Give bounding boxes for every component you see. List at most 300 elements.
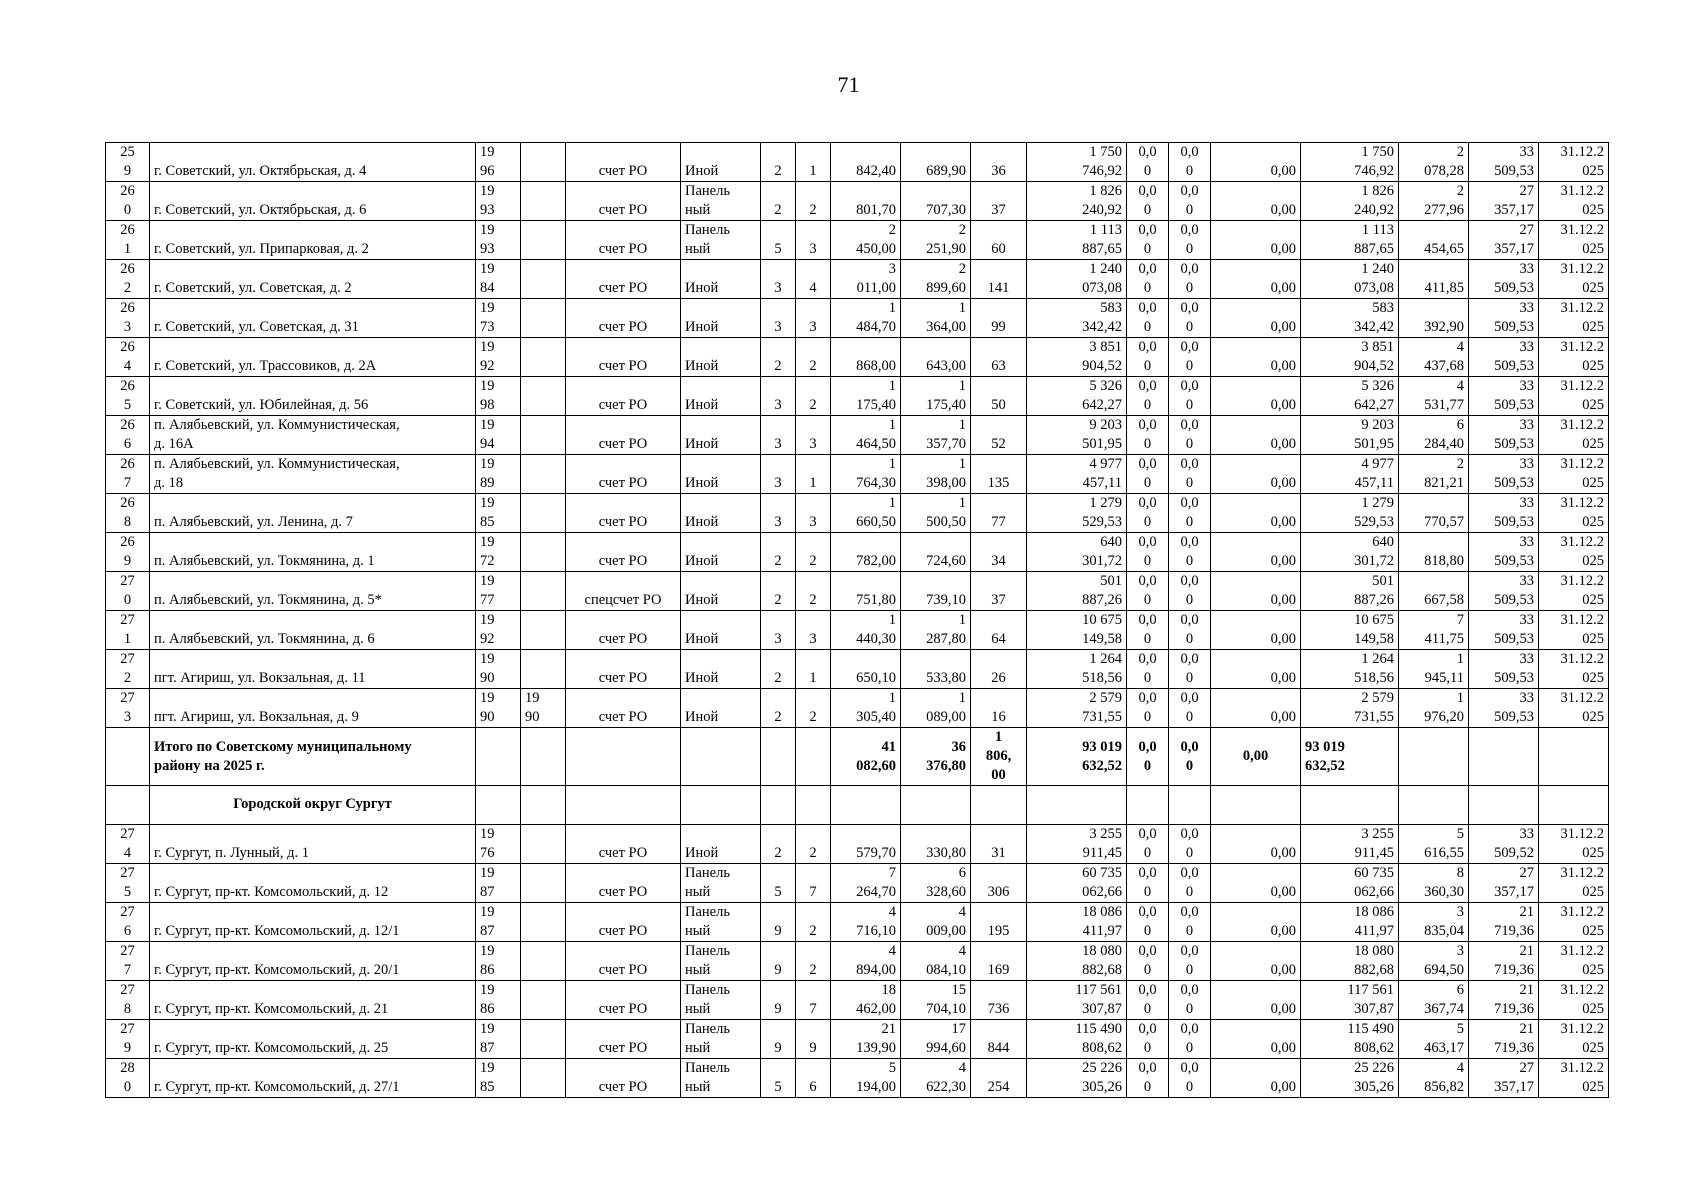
total-p2: 0,0 0 bbox=[1169, 728, 1211, 786]
unit-cost-cell: 3 694,50 bbox=[1399, 941, 1469, 980]
unit-cost-limit-cell: 27 357,17 bbox=[1469, 221, 1539, 260]
wall-material-cell: Панель ный bbox=[681, 182, 761, 221]
table-row bbox=[106, 260, 1609, 299]
floors-cell: 2 bbox=[761, 338, 796, 377]
repair-cost-total-cell: 583 342,42 bbox=[1027, 299, 1127, 338]
repair-cost-total-cell: 1 113 887,65 bbox=[1027, 221, 1127, 260]
residents-cell: 135 bbox=[971, 455, 1027, 494]
total-area-cell: 2 450,00 bbox=[831, 221, 901, 260]
owners-funds-cell: 25 226 305,26 bbox=[1301, 1058, 1399, 1097]
unit-cost-limit-cell: 27 357,17 bbox=[1469, 182, 1539, 221]
total-p3: 0,00 bbox=[1211, 728, 1301, 786]
local-budget-cell: 0,0 0 bbox=[1169, 611, 1211, 650]
table-row bbox=[106, 494, 1609, 533]
wall-material-cell: Панель ный bbox=[681, 902, 761, 941]
unit-cost-cell: 4 856,82 bbox=[1399, 1058, 1469, 1097]
completion-date-cell: 31.12.2 025 bbox=[1539, 980, 1609, 1019]
build-year-cell: 19 77 bbox=[476, 572, 521, 611]
total-area-1: 41 082,60 bbox=[831, 728, 901, 786]
repair-cost-total-cell: 3 255 911,45 bbox=[1027, 824, 1127, 863]
fund-method-cell: счет РО bbox=[566, 494, 681, 533]
other-funds-cell: 0,00 bbox=[1211, 689, 1301, 728]
unit-cost-limit-cell: 33 509,53 bbox=[1469, 689, 1539, 728]
regional-budget-cell: 0,0 0 bbox=[1127, 1019, 1169, 1058]
local-budget-cell: 0,0 0 bbox=[1169, 260, 1211, 299]
unit-cost-cell: 667,58 bbox=[1399, 572, 1469, 611]
regional-budget-cell: 0,0 0 bbox=[1127, 260, 1169, 299]
living-area-cell: 4 084,10 bbox=[901, 941, 971, 980]
floors-cell: 2 bbox=[761, 143, 796, 182]
address-cell: г. Советский, ул. Советская, д. 2 bbox=[150, 260, 476, 299]
commission-year-cell bbox=[521, 221, 566, 260]
fund-method-cell: счет РО bbox=[566, 824, 681, 863]
total-area-cell: 782,00 bbox=[831, 533, 901, 572]
entrances-cell: 3 bbox=[796, 299, 831, 338]
residents-cell: 169 bbox=[971, 941, 1027, 980]
unit-cost-limit-cell: 27 357,17 bbox=[1469, 1058, 1539, 1097]
floors-cell: 2 bbox=[761, 572, 796, 611]
regional-budget-cell: 0,0 0 bbox=[1127, 377, 1169, 416]
residents-cell: 77 bbox=[971, 494, 1027, 533]
floors-cell: 3 bbox=[761, 299, 796, 338]
row-number-cell: 26 7 bbox=[106, 455, 150, 494]
build-year-cell: 19 86 bbox=[476, 980, 521, 1019]
residents-cell: 63 bbox=[971, 338, 1027, 377]
regional-budget-cell: 0,0 0 bbox=[1127, 533, 1169, 572]
unit-cost-cell: 6 284,40 bbox=[1399, 416, 1469, 455]
table-row bbox=[106, 980, 1609, 1019]
completion-date-cell: 31.12.2 025 bbox=[1539, 260, 1609, 299]
address-cell: г. Советский, ул. Трассовиков, д. 2А bbox=[150, 338, 476, 377]
residents-cell: 16 bbox=[971, 689, 1027, 728]
row-number-cell: 26 1 bbox=[106, 221, 150, 260]
total-section bbox=[106, 728, 1609, 825]
commission-year-cell bbox=[521, 494, 566, 533]
unit-cost-cell: 4 437,68 bbox=[1399, 338, 1469, 377]
living-area-cell: 1 357,70 bbox=[901, 416, 971, 455]
other-funds-cell: 0,00 bbox=[1211, 1019, 1301, 1058]
fund-method-cell: счет РО bbox=[566, 689, 681, 728]
unit-cost-cell: 2 277,96 bbox=[1399, 182, 1469, 221]
table-row bbox=[106, 863, 1609, 902]
local-budget-cell: 0,0 0 bbox=[1169, 824, 1211, 863]
residents-cell: 844 bbox=[971, 1019, 1027, 1058]
local-budget-cell: 0,0 0 bbox=[1169, 377, 1211, 416]
row-number-cell: 27 2 bbox=[106, 650, 150, 689]
repair-cost-total-cell: 501 887,26 bbox=[1027, 572, 1127, 611]
local-budget-cell: 0,0 0 bbox=[1169, 533, 1211, 572]
floors-cell: 3 bbox=[761, 416, 796, 455]
table-row bbox=[106, 572, 1609, 611]
row-number-cell: 26 6 bbox=[106, 416, 150, 455]
total-area-cell: 18 462,00 bbox=[831, 980, 901, 1019]
build-year-cell: 19 93 bbox=[476, 221, 521, 260]
build-year-cell: 19 90 bbox=[476, 650, 521, 689]
unit-cost-limit-cell: 21 719,36 bbox=[1469, 1019, 1539, 1058]
address-cell: г. Сургут, пр-кт. Комсомольский, д. 12/1 bbox=[150, 902, 476, 941]
regional-budget-cell: 0,0 0 bbox=[1127, 572, 1169, 611]
row-number-cell: 27 0 bbox=[106, 572, 150, 611]
living-area-cell: 1 500,50 bbox=[901, 494, 971, 533]
row-number-cell: 26 9 bbox=[106, 533, 150, 572]
unit-cost-cell: 6 367,74 bbox=[1399, 980, 1469, 1019]
wall-material-cell: Иной bbox=[681, 260, 761, 299]
total-row bbox=[106, 728, 1609, 786]
address-cell: г. Советский, ул. Октябрьская, д. 6 bbox=[150, 182, 476, 221]
regional-budget-cell: 0,0 0 bbox=[1127, 650, 1169, 689]
owners-funds-cell: 10 675 149,58 bbox=[1301, 611, 1399, 650]
unit-cost-limit-cell: 21 719,36 bbox=[1469, 941, 1539, 980]
unit-cost-limit-cell: 33 509,52 bbox=[1469, 824, 1539, 863]
other-funds-cell: 0,00 bbox=[1211, 338, 1301, 377]
wall-material-cell: Панель ный bbox=[681, 221, 761, 260]
commission-year-cell bbox=[521, 650, 566, 689]
regional-budget-cell: 0,0 0 bbox=[1127, 338, 1169, 377]
entrances-cell: 3 bbox=[796, 494, 831, 533]
other-funds-cell: 0,00 bbox=[1211, 650, 1301, 689]
wall-material-cell: Иной bbox=[681, 611, 761, 650]
regional-budget-cell: 0,0 0 bbox=[1127, 299, 1169, 338]
fund-method-cell: счет РО bbox=[566, 182, 681, 221]
owners-funds-cell: 5 326 642,27 bbox=[1301, 377, 1399, 416]
completion-date-cell: 31.12.2 025 bbox=[1539, 455, 1609, 494]
unit-cost-cell: 2 078,28 bbox=[1399, 143, 1469, 182]
wall-material-cell: Иной bbox=[681, 824, 761, 863]
living-area-cell: 1 364,00 bbox=[901, 299, 971, 338]
commission-year-cell bbox=[521, 299, 566, 338]
repair-cost-total-cell: 18 086 411,97 bbox=[1027, 902, 1127, 941]
address-cell: г. Советский, ул. Октябрьская, д. 4 bbox=[150, 143, 476, 182]
residents-cell: 60 bbox=[971, 221, 1027, 260]
unit-cost-limit-cell: 33 509,53 bbox=[1469, 494, 1539, 533]
address-cell: г. Сургут, пр-кт. Комсомольский, д. 27/1 bbox=[150, 1058, 476, 1097]
residents-cell: 52 bbox=[971, 416, 1027, 455]
residents-cell: 736 bbox=[971, 980, 1027, 1019]
other-funds-cell: 0,00 bbox=[1211, 824, 1301, 863]
total-area-cell: 7 264,70 bbox=[831, 863, 901, 902]
fund-method-cell: счет РО bbox=[566, 143, 681, 182]
regional-budget-cell: 0,0 0 bbox=[1127, 221, 1169, 260]
entrances-cell: 2 bbox=[796, 377, 831, 416]
owners-funds-cell: 60 735 062,66 bbox=[1301, 863, 1399, 902]
other-funds-cell: 0,00 bbox=[1211, 494, 1301, 533]
address-cell: г. Сургут, пр-кт. Комсомольский, д. 21 bbox=[150, 980, 476, 1019]
wall-material-cell: Иной bbox=[681, 494, 761, 533]
total-label: Итого по Советскому муниципальному району на 2025 г. bbox=[150, 728, 476, 786]
wall-material-cell: Иной bbox=[681, 533, 761, 572]
other-funds-cell: 0,00 bbox=[1211, 143, 1301, 182]
build-year-cell: 19 96 bbox=[476, 143, 521, 182]
other-funds-cell: 0,00 bbox=[1211, 572, 1301, 611]
repair-cost-total-cell: 1 264 518,56 bbox=[1027, 650, 1127, 689]
regional-budget-cell: 0,0 0 bbox=[1127, 611, 1169, 650]
floors-cell: 9 bbox=[761, 902, 796, 941]
local-budget-cell: 0,0 0 bbox=[1169, 143, 1211, 182]
local-budget-cell: 0,0 0 bbox=[1169, 902, 1211, 941]
living-area-cell: 4 622,30 bbox=[901, 1058, 971, 1097]
unit-cost-cell: 1 976,20 bbox=[1399, 689, 1469, 728]
table-row bbox=[106, 338, 1609, 377]
living-area-cell: 739,10 bbox=[901, 572, 971, 611]
repair-cost-total-cell: 10 675 149,58 bbox=[1027, 611, 1127, 650]
total-cost: 93 019 632,52 bbox=[1027, 728, 1127, 786]
commission-year-cell bbox=[521, 533, 566, 572]
entrances-cell: 9 bbox=[796, 1019, 831, 1058]
table-row bbox=[106, 1058, 1609, 1097]
unit-cost-cell: 8 360,30 bbox=[1399, 863, 1469, 902]
fund-method-cell: счет РО bbox=[566, 260, 681, 299]
build-year-cell: 19 90 bbox=[476, 689, 521, 728]
row-number-cell: 27 7 bbox=[106, 941, 150, 980]
build-year-cell: 19 92 bbox=[476, 611, 521, 650]
regional-budget-cell: 0,0 0 bbox=[1127, 980, 1169, 1019]
regional-budget-cell: 0,0 0 bbox=[1127, 941, 1169, 980]
wall-material-cell: Иной bbox=[681, 689, 761, 728]
living-area-cell: 2 899,60 bbox=[901, 260, 971, 299]
repair-cost-total-cell: 25 226 305,26 bbox=[1027, 1058, 1127, 1097]
floors-cell: 2 bbox=[761, 182, 796, 221]
table-row bbox=[106, 416, 1609, 455]
address-cell: г. Советский, ул. Юбилейная, д. 56 bbox=[150, 377, 476, 416]
owners-funds-cell: 18 080 882,68 bbox=[1301, 941, 1399, 980]
floors-cell: 2 bbox=[761, 824, 796, 863]
entrances-cell: 2 bbox=[796, 572, 831, 611]
address-cell: г. Сургут, пр-кт. Комсомольский, д. 20/1 bbox=[150, 941, 476, 980]
local-budget-cell: 0,0 0 bbox=[1169, 1019, 1211, 1058]
completion-date-cell: 31.12.2 025 bbox=[1539, 377, 1609, 416]
total-area-cell: 801,70 bbox=[831, 182, 901, 221]
total-people: 1 806, 00 bbox=[971, 728, 1027, 786]
build-year-cell: 19 87 bbox=[476, 902, 521, 941]
total-area-cell: 1 660,50 bbox=[831, 494, 901, 533]
floors-cell: 2 bbox=[761, 650, 796, 689]
local-budget-cell: 0,0 0 bbox=[1169, 941, 1211, 980]
owners-funds-cell: 1 279 529,53 bbox=[1301, 494, 1399, 533]
living-area-cell: 707,30 bbox=[901, 182, 971, 221]
wall-material-cell: Панель ный bbox=[681, 941, 761, 980]
table-row bbox=[106, 1019, 1609, 1058]
regional-budget-cell: 0,0 0 bbox=[1127, 824, 1169, 863]
wall-material-cell: Иной bbox=[681, 143, 761, 182]
owners-funds-cell: 501 887,26 bbox=[1301, 572, 1399, 611]
address-cell: п. Алябьевский, ул. Токмянина, д. 1 bbox=[150, 533, 476, 572]
repair-cost-total-cell: 1 240 073,08 bbox=[1027, 260, 1127, 299]
other-funds-cell: 0,00 bbox=[1211, 260, 1301, 299]
commission-year-cell bbox=[521, 941, 566, 980]
total-area-cell: 3 011,00 bbox=[831, 260, 901, 299]
wall-material-cell: Иной bbox=[681, 650, 761, 689]
unit-cost-cell: 770,57 bbox=[1399, 494, 1469, 533]
repair-cost-total-cell: 1 279 529,53 bbox=[1027, 494, 1127, 533]
fund-method-cell: счет РО bbox=[566, 863, 681, 902]
fund-method-cell: счет РО bbox=[566, 1019, 681, 1058]
local-budget-cell: 0,0 0 bbox=[1169, 572, 1211, 611]
entrances-cell: 2 bbox=[796, 902, 831, 941]
row-number-cell: 27 8 bbox=[106, 980, 150, 1019]
owners-funds-cell: 583 342,42 bbox=[1301, 299, 1399, 338]
floors-cell: 3 bbox=[761, 611, 796, 650]
living-area-cell: 643,00 bbox=[901, 338, 971, 377]
other-funds-cell: 0,00 bbox=[1211, 980, 1301, 1019]
other-funds-cell: 0,00 bbox=[1211, 533, 1301, 572]
fund-method-cell: счет РО bbox=[566, 1058, 681, 1097]
commission-year-cell bbox=[521, 611, 566, 650]
address-cell: г. Сургут, пр-кт. Комсомольский, д. 25 bbox=[150, 1019, 476, 1058]
fund-method-cell: счет РО bbox=[566, 533, 681, 572]
residents-cell: 99 bbox=[971, 299, 1027, 338]
owners-funds-cell: 115 490 808,62 bbox=[1301, 1019, 1399, 1058]
row-number-cell: 26 5 bbox=[106, 377, 150, 416]
address-cell: п. Алябьевский, ул. Коммунистическая, д. 16А bbox=[150, 416, 476, 455]
total-area-2: 36 376,80 bbox=[901, 728, 971, 786]
completion-date-cell: 31.12.2 025 bbox=[1539, 572, 1609, 611]
row-number-cell: 27 6 bbox=[106, 902, 150, 941]
unit-cost-cell: 392,90 bbox=[1399, 299, 1469, 338]
owners-funds-cell: 1 750 746,92 bbox=[1301, 143, 1399, 182]
entrances-cell: 2 bbox=[796, 338, 831, 377]
commission-year-cell bbox=[521, 902, 566, 941]
address-cell: п. Алябьевский, ул. Токмянина, д. 5* bbox=[150, 572, 476, 611]
total-area-cell: 1 764,30 bbox=[831, 455, 901, 494]
regional-budget-cell: 0,0 0 bbox=[1127, 863, 1169, 902]
owners-funds-cell: 3 255 911,45 bbox=[1301, 824, 1399, 863]
completion-date-cell: 31.12.2 025 bbox=[1539, 416, 1609, 455]
commission-year-cell bbox=[521, 416, 566, 455]
residents-cell: 26 bbox=[971, 650, 1027, 689]
table-row bbox=[106, 221, 1609, 260]
living-area-cell: 689,90 bbox=[901, 143, 971, 182]
total-area-cell: 751,80 bbox=[831, 572, 901, 611]
unit-cost-limit-cell: 33 509,53 bbox=[1469, 338, 1539, 377]
unit-cost-limit-cell: 21 719,36 bbox=[1469, 902, 1539, 941]
table-row bbox=[106, 689, 1609, 728]
build-year-cell: 19 92 bbox=[476, 338, 521, 377]
repair-cost-total-cell: 1 826 240,92 bbox=[1027, 182, 1127, 221]
entrances-cell: 3 bbox=[796, 416, 831, 455]
residents-cell: 195 bbox=[971, 902, 1027, 941]
unit-cost-cell: 5 616,55 bbox=[1399, 824, 1469, 863]
unit-cost-cell: 3 835,04 bbox=[1399, 902, 1469, 941]
fund-method-cell: счет РО bbox=[566, 650, 681, 689]
repair-cost-total-cell: 18 080 882,68 bbox=[1027, 941, 1127, 980]
other-funds-cell: 0,00 bbox=[1211, 1058, 1301, 1097]
fund-method-cell: счет РО bbox=[566, 455, 681, 494]
local-budget-cell: 0,0 0 bbox=[1169, 299, 1211, 338]
table-row bbox=[106, 824, 1609, 863]
commission-year-cell bbox=[521, 824, 566, 863]
repair-cost-total-cell: 4 977 457,11 bbox=[1027, 455, 1127, 494]
wall-material-cell: Панель ный bbox=[681, 863, 761, 902]
commission-year-cell bbox=[521, 1058, 566, 1097]
repair-cost-total-cell: 117 561 307,87 bbox=[1027, 980, 1127, 1019]
page-number: 71 bbox=[837, 72, 860, 97]
floors-cell: 9 bbox=[761, 980, 796, 1019]
owners-funds-cell: 2 579 731,55 bbox=[1301, 689, 1399, 728]
commission-year-cell bbox=[521, 260, 566, 299]
row-number-cell: 26 0 bbox=[106, 182, 150, 221]
wall-material-cell: Иной bbox=[681, 338, 761, 377]
completion-date-cell: 31.12.2 025 bbox=[1539, 299, 1609, 338]
living-area-cell: 1 398,00 bbox=[901, 455, 971, 494]
completion-date-cell: 31.12.2 025 bbox=[1539, 143, 1609, 182]
unit-cost-limit-cell: 33 509,53 bbox=[1469, 611, 1539, 650]
table-row bbox=[106, 143, 1609, 182]
unit-cost-limit-cell: 33 509,53 bbox=[1469, 260, 1539, 299]
build-year-cell: 19 73 bbox=[476, 299, 521, 338]
address-cell: п. Алябьевский, ул. Ленина, д. 7 bbox=[150, 494, 476, 533]
entrances-cell: 7 bbox=[796, 863, 831, 902]
commission-year-cell bbox=[521, 980, 566, 1019]
wall-material-cell: Панель ный bbox=[681, 1019, 761, 1058]
wall-material-cell: Панель ный bbox=[681, 980, 761, 1019]
fund-method-cell: счет РО bbox=[566, 980, 681, 1019]
total-area-cell: 5 194,00 bbox=[831, 1058, 901, 1097]
unit-cost-cell: 2 821,21 bbox=[1399, 455, 1469, 494]
unit-cost-cell: 818,80 bbox=[1399, 533, 1469, 572]
row-number-cell: 27 9 bbox=[106, 1019, 150, 1058]
completion-date-cell: 31.12.2 025 bbox=[1539, 221, 1609, 260]
floors-cell: 3 bbox=[761, 377, 796, 416]
local-budget-cell: 0,0 0 bbox=[1169, 221, 1211, 260]
section-header-row bbox=[106, 786, 1609, 825]
owners-funds-cell: 3 851 904,52 bbox=[1301, 338, 1399, 377]
living-area-cell: 15 704,10 bbox=[901, 980, 971, 1019]
living-area-cell: 2 251,90 bbox=[901, 221, 971, 260]
floors-cell: 3 bbox=[761, 455, 796, 494]
row-number-cell: 27 4 bbox=[106, 824, 150, 863]
total-area-cell: 842,40 bbox=[831, 143, 901, 182]
completion-date-cell: 31.12.2 025 bbox=[1539, 533, 1609, 572]
address-cell: г. Советский, ул. Советская, д. 31 bbox=[150, 299, 476, 338]
floors-cell: 2 bbox=[761, 689, 796, 728]
regional-budget-cell: 0,0 0 bbox=[1127, 689, 1169, 728]
floors-cell: 3 bbox=[761, 260, 796, 299]
floors-cell: 9 bbox=[761, 1019, 796, 1058]
total-p1: 0,0 0 bbox=[1127, 728, 1169, 786]
total-area-cell: 1 440,30 bbox=[831, 611, 901, 650]
housing-register-table bbox=[105, 142, 1609, 1098]
entrances-cell: 3 bbox=[796, 611, 831, 650]
unit-cost-cell: 4 531,77 bbox=[1399, 377, 1469, 416]
owners-funds-cell: 1 113 887,65 bbox=[1301, 221, 1399, 260]
rows-sovetsky bbox=[106, 143, 1609, 728]
address-cell: пгт. Агириш, ул. Вокзальная, д. 11 bbox=[150, 650, 476, 689]
living-area-cell: 6 328,60 bbox=[901, 863, 971, 902]
completion-date-cell: 31.12.2 025 bbox=[1539, 689, 1609, 728]
other-funds-cell: 0,00 bbox=[1211, 416, 1301, 455]
commission-year-cell bbox=[521, 455, 566, 494]
fund-method-cell: спецсчет РО bbox=[566, 572, 681, 611]
owners-funds-cell: 117 561 307,87 bbox=[1301, 980, 1399, 1019]
fund-method-cell: счет РО bbox=[566, 377, 681, 416]
completion-date-cell: 31.12.2 025 bbox=[1539, 494, 1609, 533]
completion-date-cell: 31.12.2 025 bbox=[1539, 941, 1609, 980]
commission-year-cell bbox=[521, 572, 566, 611]
fund-method-cell: счет РО bbox=[566, 611, 681, 650]
table-row bbox=[106, 902, 1609, 941]
regional-budget-cell: 0,0 0 bbox=[1127, 182, 1169, 221]
unit-cost-limit-cell: 33 509,53 bbox=[1469, 416, 1539, 455]
repair-cost-total-cell: 5 326 642,27 bbox=[1027, 377, 1127, 416]
unit-cost-cell: 5 463,17 bbox=[1399, 1019, 1469, 1058]
total-fund: 93 019 632,52 bbox=[1301, 728, 1399, 786]
fund-method-cell: счет РО bbox=[566, 299, 681, 338]
row-number-cell: 26 8 bbox=[106, 494, 150, 533]
total-area-cell: 1 464,50 bbox=[831, 416, 901, 455]
build-year-cell: 19 85 bbox=[476, 494, 521, 533]
owners-funds-cell: 1 264 518,56 bbox=[1301, 650, 1399, 689]
living-area-cell: 17 994,60 bbox=[901, 1019, 971, 1058]
